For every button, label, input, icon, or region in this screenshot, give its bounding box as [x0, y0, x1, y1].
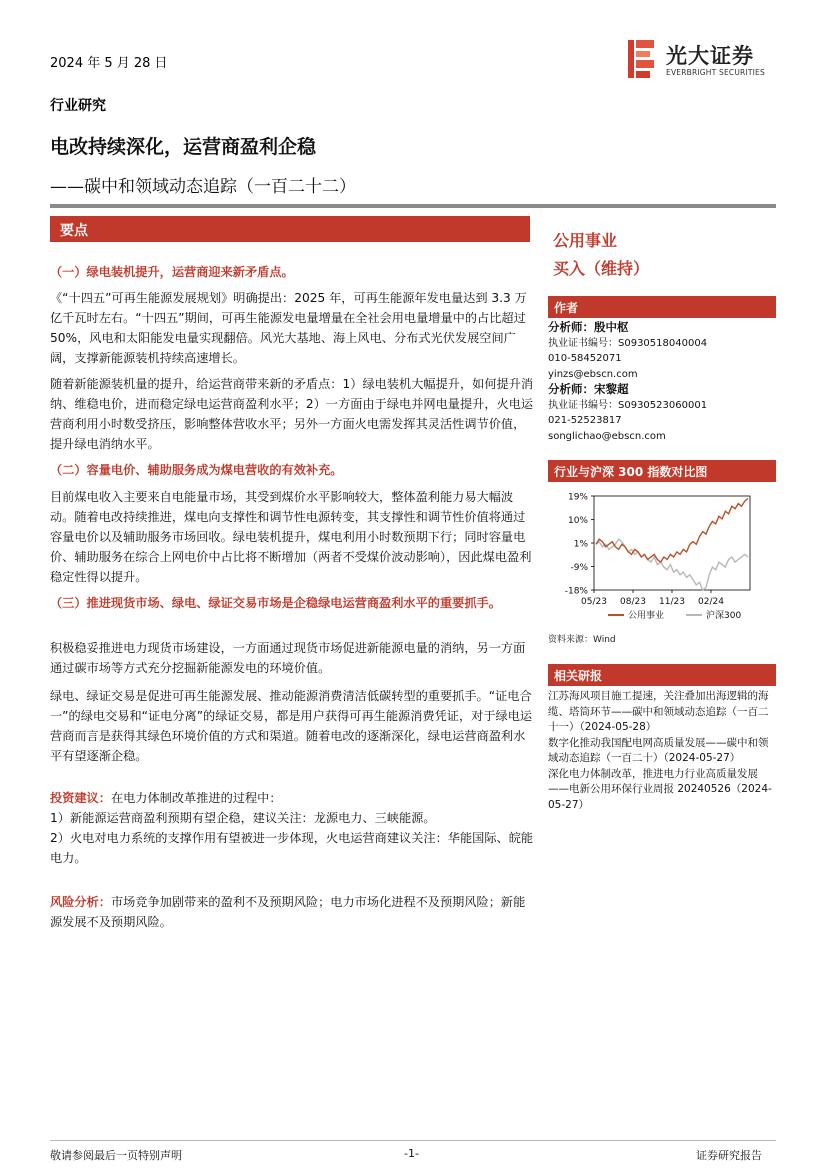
footer-disclaimer: 敬请参阅最后一页特别声明 — [50, 1149, 182, 1162]
y-tick-label: -18% — [564, 586, 588, 597]
analyst-1-name: 分析师：殷中枢 — [548, 320, 629, 334]
analyst-2-email[interactable]: songlichao@ebscn.com — [548, 430, 666, 442]
report-date: 2024 年 5 月 28 日 — [50, 56, 168, 71]
section-2-paragraph-1: 目前煤电收入主要来自电能量市场，其受到煤价水平影响较大，整体盈利能力易大幅波动。随着电改持续推进，煤电向支撑性和调节性电源转变，其支撑性和调节性价值将通过容量电价以及辅助服务市场回收。绿电装机提升，煤电利用小时数预期下行；同时容量电价、辅助服务在综合上网电价中占比将不断增加（两者不受煤价波动影响），因此煤电盈利稳定性得以提升。 — [50, 490, 532, 584]
risk-analysis — [50, 892, 534, 932]
investment-advice-label: 投资建议： — [50, 791, 111, 805]
company-logo — [626, 38, 776, 82]
related-report-3[interactable]: 深化电力体制改革，推进电力行业高质量发展——电新公用环保行业周报 20240526（2024-05-27） — [548, 767, 772, 811]
x-tick-label: 05/23 — [581, 597, 607, 607]
analyst-1-phone: 010-58452071 — [548, 353, 622, 364]
analyst-1 — [548, 320, 776, 444]
analyst-1-email[interactable]: yinzs@ebscn.com — [548, 368, 638, 380]
section-1-title: （一）绿电装机提升，运营商迎来新矛盾点。 — [50, 265, 294, 279]
chart-plot-frame — [594, 496, 750, 590]
y-tick-label: -9% — [570, 563, 588, 573]
chart-source: 资料来源：Wind — [548, 635, 616, 645]
logo-text-cn: 光大证券 — [666, 44, 754, 68]
logo-mark-icon — [626, 38, 658, 80]
authors-heading: 作者 — [548, 296, 776, 318]
page-number: -1- — [404, 1147, 419, 1160]
legend-label: 沪深300 — [706, 611, 742, 621]
sector-name: 公用事业 — [553, 231, 618, 250]
key-points-heading: 要点 — [50, 216, 530, 242]
investment-advice — [50, 788, 534, 808]
report-subtitle: ——碳中和领域动态追踪（一百二十二） — [50, 177, 356, 197]
report-title: 电改持续深化，运营商盈利企稳 — [50, 136, 317, 158]
y-tick-label: 19% — [567, 492, 588, 503]
series-line-0 — [596, 499, 748, 563]
logo-text-en: EVERBRIGHT SECURITIES — [666, 68, 765, 77]
section-3-title: （三）推进现货市场、绿电、绿证交易市场是企稳绿电运营商盈利水平的重要抓手。 — [50, 596, 501, 610]
y-tick-label: 1% — [573, 539, 588, 550]
header-divider — [50, 204, 776, 208]
analyst-2-phone: 021-52523817 — [548, 415, 622, 426]
analyst-2-cert: 执业证书编号：S0930523060001 — [548, 399, 708, 411]
footer-report-type: 证券研究报告 — [696, 1149, 762, 1162]
section-1-paragraph-2: 随着新能源装机量的提升，给运营商带来新的矛盾点：1）绿电装机大幅提升，如何提升消纳、维稳电价，进而稳定绿电运营商盈利水平；2）一方面由于绿电并网电量提升，火电运营商利用小时数受挤压，影响整体营收水平；另外一方面火电需发挥其灵活性调节价值，提升绿电消纳水平。 — [50, 377, 534, 451]
y-tick-label: 10% — [567, 516, 588, 526]
analyst-2-name: 分析师：宋黎超 — [548, 382, 629, 396]
document-type: 行业研究 — [50, 98, 106, 114]
index-comparison-chart — [548, 484, 778, 630]
rating: 买入（维持） — [553, 259, 650, 278]
related-reports-list — [548, 689, 778, 813]
analyst-1-cert: 执业证书编号：S0930518040004 — [548, 337, 708, 349]
section-2-title: （二）容量电价、辅助服务成为煤电营收的有效补充。 — [50, 463, 343, 477]
legend-label: 公用事业 — [628, 611, 665, 621]
investment-advice-item-1: 1）新能源运营商盈利预期有望企稳，建议关注：龙源电力、三峡能源。 — [50, 811, 436, 825]
related-reports-heading: 相关研报 — [548, 664, 776, 686]
x-tick-label: 08/23 — [620, 597, 646, 607]
related-report-1[interactable]: 江苏海风项目施工提速，关注叠加出海逻辑的海缆、塔筒环节——碳中和领域动态追踪（一百二十一）（2024-05-28） — [548, 690, 769, 733]
risk-analysis-label: 风险分析： — [50, 895, 111, 909]
investment-advice-intro: 在电力体制改革推进的过程中： — [110, 791, 282, 805]
risk-analysis-text: 市场竞争加剧带来的盈利不及预期风险；电力市场化进程不及预期风险；新能源发展不及预期风险。 — [50, 895, 526, 929]
x-tick-label: 02/24 — [698, 597, 724, 607]
section-1-paragraph-1: 《“十四五”可再生能源发展规划》明确提出：2025 年，可再生能源年发电量达到 3.3 万亿千瓦时左右。“十四五”期间，可再生能源发电量增量在全社会用电量增量中的占比超过 50%，风电和太阳能发电量实现翻倍。风光大基地、海上风电、分布式光伏发展空间广阔，支撑新能源装机持续高速增长。 — [50, 291, 527, 365]
x-tick-label: 11/23 — [659, 597, 685, 607]
series-line-1 — [596, 539, 748, 590]
investment-advice-item-2: 2）火电对电力系统的支撑作用有望被进一步体现，火电运营商建议关注：华能国际、皖能电力。 — [50, 831, 534, 865]
footer-divider — [50, 1140, 776, 1141]
chart-heading: 行业与沪深 300 指数对比图 — [548, 460, 776, 482]
section-3-paragraph-2: 绿电、绿证交易是促进可再生能源发展、推动能源消费清洁低碳转型的重要抓手。“证电合一”的绿电交易和“证电分离”的绿证交易，都是用户获得可再生能源消费凭证，对于绿电运营商而言是获得其绿色环境价值的方式和渠道。随着电改的逐渐深化，绿电运营商盈利水平有望逐渐企稳。 — [50, 689, 533, 763]
section-3-paragraph-1: 积极稳妥推进电力现货市场建设，一方面通过现货市场促进新能源电量的消纳，另一方面通过碳市场等方式充分挖掘新能源发电的环境价值。 — [50, 641, 526, 675]
related-report-2[interactable]: 数字化推动我国配电网高质量发展——碳中和领域动态追踪（一百二十）（2024-05-27） — [548, 736, 769, 764]
